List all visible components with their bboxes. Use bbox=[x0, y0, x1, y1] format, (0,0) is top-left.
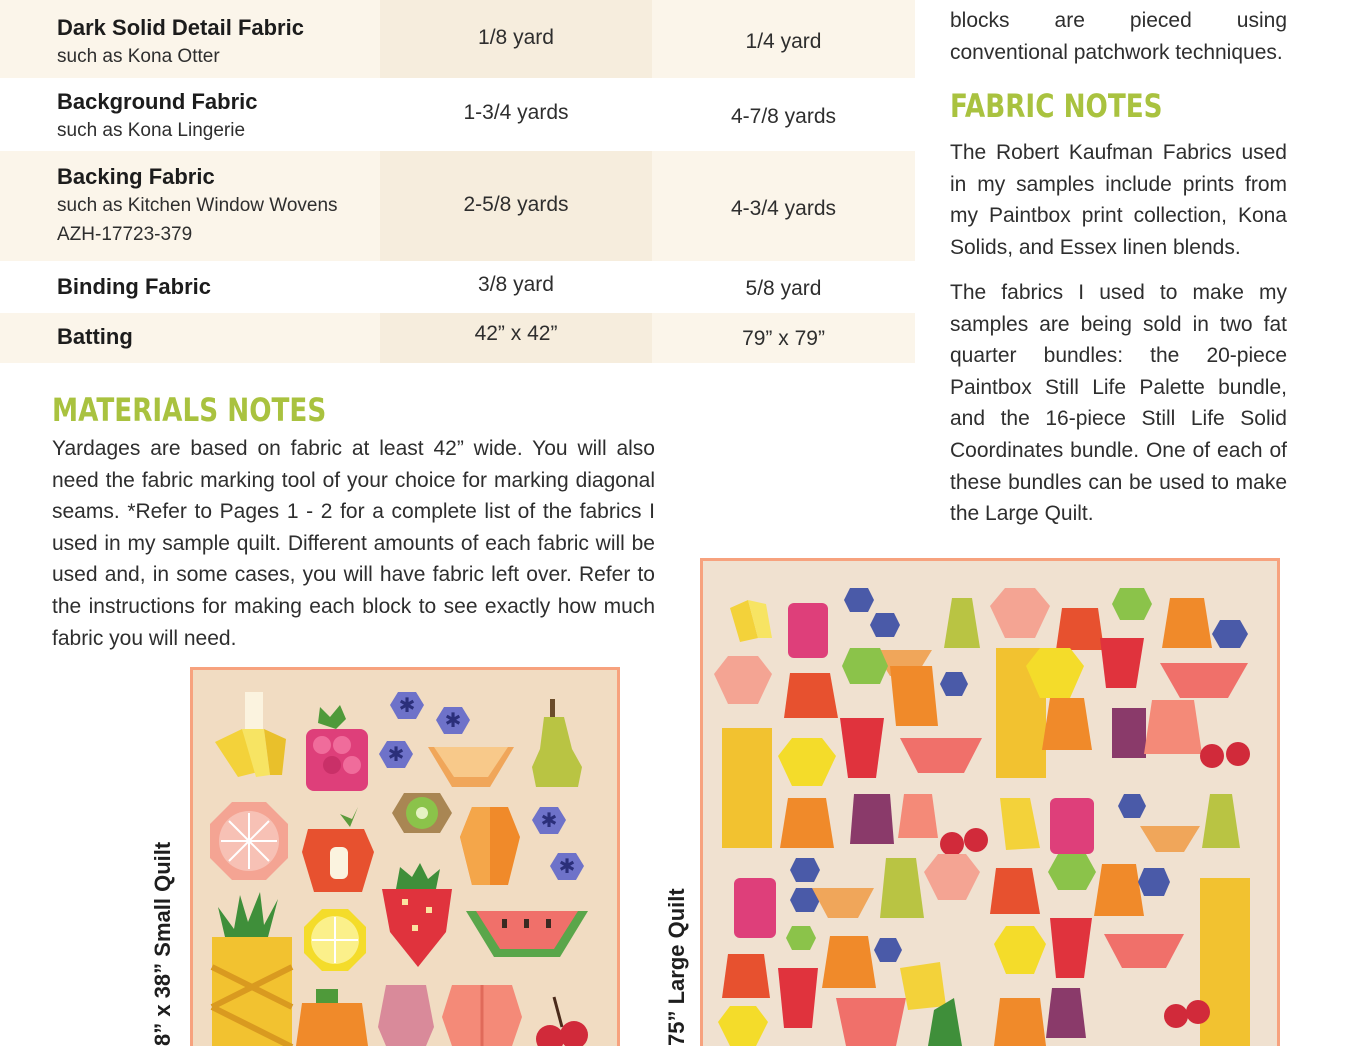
svg-text:✱: ✱ bbox=[540, 810, 558, 832]
table-row bbox=[0, 313, 915, 363]
large-quilt-quantity: 5/8 yard bbox=[745, 277, 822, 300]
table-row bbox=[0, 78, 915, 151]
svg-text:✱: ✱ bbox=[387, 744, 405, 766]
large-quilt-label: 75” Large Quilt bbox=[664, 888, 689, 1046]
large-quilt-image bbox=[700, 558, 1280, 1046]
materials-notes-text: Yardages are based on fabric at least 42” wide. You will also need the fabric marking tool of your choice for marking diagonal seams. *Refer to Pages 1 - 2 for a complete list of the fabrics I used in my sample quilt. Different amounts of each fabric will be used and, in some cases, you will have fabric left over. Refer to the instructions for making each block to see exactly how much fabric you will need. bbox=[52, 437, 655, 650]
large-quilt-quantity: 79” x 79” bbox=[742, 327, 825, 350]
fabric-name: Background Fabric bbox=[57, 89, 258, 114]
materials-table bbox=[0, 0, 915, 363]
table-row bbox=[0, 261, 915, 313]
fabric-suggestion: such as Kona Otter bbox=[57, 46, 220, 67]
small-quilt-quantity: 2-5/8 yards bbox=[463, 193, 569, 216]
large-quilt-quantity: 1/4 yard bbox=[745, 30, 822, 53]
svg-text:✱: ✱ bbox=[444, 710, 462, 732]
fabric-name: Backing Fabric bbox=[57, 164, 215, 189]
fabric-suggestion: AZH-17723-379 bbox=[57, 224, 193, 245]
small-quilt-quantity: 3/8 yard bbox=[478, 273, 554, 296]
table-row bbox=[0, 151, 915, 261]
svg-text:✱: ✱ bbox=[398, 695, 416, 717]
small-quilt-illustration bbox=[190, 667, 620, 1046]
fabric-name: Dark Solid Detail Fabric bbox=[57, 15, 304, 40]
fabric-name: Binding Fabric bbox=[57, 274, 211, 299]
intro-text-tail: blocks are pieced using conventional patchwork techniques. bbox=[950, 9, 1287, 64]
fabric-name: Batting bbox=[57, 324, 133, 349]
large-quilt-quantity: 4-3/4 yards bbox=[730, 197, 837, 220]
table-row bbox=[0, 0, 915, 78]
small-quilt-quantity: 1-3/4 yards bbox=[463, 101, 569, 124]
fabric-notes-paragraph-1: The Robert Kaufman Fabrics used in my samples include prints from my Paintbox print collection, Kona Solids, and Essex linen blends. bbox=[950, 141, 1287, 259]
materials-notes-heading: MATERIALS NOTES bbox=[52, 391, 327, 429]
fabric-suggestion: such as Kitchen Window Wovens bbox=[57, 195, 338, 216]
large-quilt-illustration bbox=[700, 558, 1280, 1046]
small-quilt-label: 8” x 38” Small Quilt bbox=[150, 841, 175, 1046]
large-quilt-quantity: 4-7/8 yards bbox=[730, 105, 837, 128]
fabric-notes-heading: FABRIC NOTES bbox=[950, 87, 1163, 125]
fabric-suggestion: such as Kona Lingerie bbox=[57, 120, 246, 141]
fabric-notes-paragraph-2: The fabrics I used to make my samples are being sold in two fat quarter bundles: the 20-piece Paintbox Still Life Palette bundle, and the 16-piece Still Life Solid Coordinates bundle. One of each of these bundles can be used to make the Large Quilt. bbox=[950, 281, 1287, 526]
small-quilt-image bbox=[190, 667, 620, 1046]
svg-text:✱: ✱ bbox=[558, 856, 576, 878]
small-quilt-quantity: 1/8 yard bbox=[478, 26, 554, 49]
small-quilt-quantity: 42” x 42” bbox=[474, 322, 558, 345]
